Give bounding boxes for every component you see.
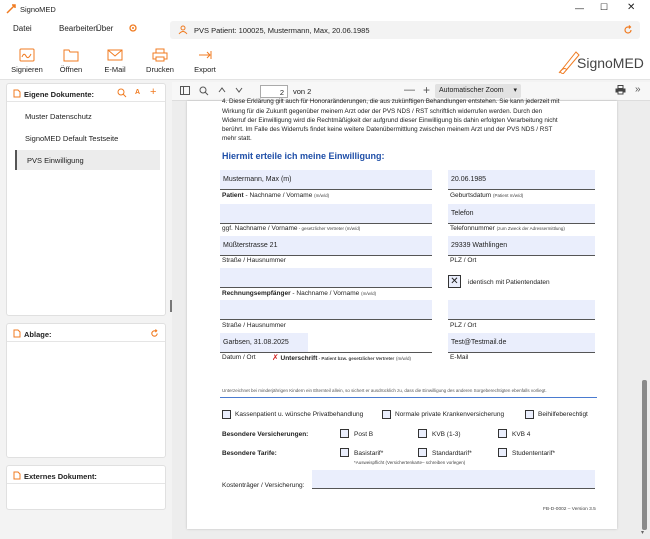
patient-label-bold: Patient [222,192,244,199]
cost-bearer-label: Kostenträger / Versicherung: [222,482,305,489]
patient-label [222,192,329,199]
label-kvb-1-3: KVB (1-3) [432,431,461,438]
storage-icon [13,329,21,340]
billing-zip-label: PLZ / Ort [450,322,477,329]
field-underline [220,319,432,320]
billing-label [222,290,376,297]
birth-date-field[interactable]: 20.06.1985 [448,170,595,189]
own-documents-panel [6,83,166,316]
zoom-select[interactable] [435,84,521,98]
open-button[interactable] [56,48,86,74]
patient-info: PVS Patient: 100025, Mustermann, Max, 20.06.1985 [194,26,370,35]
field-underline [220,287,432,288]
sign-label: Signieren [11,65,43,74]
checkbox-kvb-4[interactable] [498,429,507,438]
phone-label [450,225,565,232]
patient-person-icon [178,25,188,37]
open-icon [63,48,79,62]
chevron-down-icon: ▾ [513,87,517,94]
logo-text: SignoMED [577,55,644,71]
field-underline [448,189,595,190]
field-underline [448,255,595,256]
signature-label [272,353,411,362]
guardian-label [222,225,360,232]
refresh-patient-icon[interactable] [623,25,633,37]
guardian-label-small: - gesetzlicher Vertreter (m/w/d) [297,226,361,231]
sign-icon [19,48,35,62]
field-underline [312,488,595,489]
print-button[interactable] [145,48,175,74]
external-doc-icon [13,471,21,482]
main-toolbar [0,42,650,80]
zoom-select-value: Automatischer Zoom [439,87,504,94]
zoom-in-icon[interactable]: + [423,83,431,97]
field-underline [220,255,432,256]
external-document-panel [6,465,166,510]
previous-page-icon[interactable] [217,85,227,97]
menu-ueber[interactable]: Über [96,24,114,33]
birth-label-small: (Patient m/w/d) [493,193,524,198]
close-button[interactable]: ✕ [627,2,636,13]
search-icon[interactable] [117,88,127,100]
app-icon [6,4,16,16]
street-field[interactable]: Müßterstrasse 21 [220,236,432,255]
guardian-name-field[interactable] [220,204,432,223]
pdf-page [187,98,617,529]
birth-date-label [450,192,523,199]
own-documents-title: Eigene Dokumente: [24,90,95,99]
checkbox-kassenpatient[interactable] [222,410,231,419]
refresh-storage-icon[interactable] [150,329,159,340]
title-bar [0,0,650,18]
label-standardtarif: Standardtarif* [432,450,472,457]
menu-datei[interactable]: Datei [13,24,32,33]
minor-note: Unterzeichnet bei minderjährigen Kindern ein Elternteil allein, so sichert er ausdrücklich zu, dass die Einwilligung des anderen Sorgeberechtigten ebenfalls vorliegt. [222,388,547,393]
zoom-out-icon[interactable]: — [404,84,415,96]
zip-city-field[interactable]: 29339 Wathlingen [448,236,595,255]
label-basistarif: Basistarif* [354,450,384,457]
billing-label-rest: - Nachname / Vorname [290,290,360,297]
window-title: SignoMED [20,5,56,14]
document-icon [13,89,21,100]
field-underline [220,189,432,190]
note-underline [220,397,597,398]
sign-button[interactable] [10,48,44,74]
intro-line-4: berührt. Im Falle des Widerrufs findet keine weitere Datenübermittlung zwischen meinem Arzt und der PVS NDS / RST [222,126,553,133]
signature-label-small: - Patient bzw. gesetzlicher Vertreter [317,356,395,361]
birth-label-text: Geburtsdatum [450,192,492,199]
external-document-title: Externes Dokument: [24,472,97,481]
phone-field[interactable]: Telefon [448,204,595,223]
viewer-scrollbar[interactable] [642,380,647,530]
label-private-insurance: Normale private Krankenversicherung [395,411,505,418]
panel-divider [7,101,165,102]
panel-divider [7,341,165,342]
document-item-testseite[interactable]: SignoMED Default Testseite [25,134,119,143]
print-label: Drucken [146,65,174,74]
email-label: E-Mail [104,65,126,74]
guardian-label-text: ggf. Nachname / Vorname [222,225,298,232]
field-underline [448,319,595,320]
intro-line-3: Widerruf der Einwilligung wird die Rechtmäßigkeit der aufgrund dieser Einwilligung bis dahin erfolgten Verarbeitung nicht [222,117,558,124]
export-icon [197,48,213,62]
cost-bearer-field[interactable] [312,470,595,488]
open-label: Öffnen [59,65,83,74]
export-button[interactable] [190,48,220,74]
more-tools-icon[interactable]: » [635,84,641,95]
signature-field[interactable] [308,333,432,352]
checkbox-check-icon: ✕ [450,276,459,287]
label-kassenpatient: Kassenpatient u. wünsche Privatbehandlung [235,411,364,418]
phone-label-small: (zum Zweck der Adressermittlung) [496,226,565,231]
patient-bar [170,21,640,39]
label-beihilfe: Beihilfeberechtigt [538,411,588,418]
checkbox-basistarif[interactable] [340,448,349,457]
label-post-b: Post B [354,431,374,438]
billing-label-bold: Rechnungsempfänger [222,290,291,297]
checkbox-beihilfe[interactable] [525,410,534,419]
checkbox-post-b[interactable] [340,429,349,438]
sort-icon[interactable]: A [135,89,141,96]
email-icon [107,48,123,62]
add-icon[interactable]: + [150,86,157,98]
settings-gear-icon[interactable] [128,23,138,35]
patient-label-rest: - Nachname / Vorname [243,192,313,199]
consent-heading: Hiermit erteile ich meine Einwilligung: [222,151,385,161]
label-studententarif: Studententarif* [512,450,556,457]
page-total: von 2 [293,87,312,96]
checkbox-standardtarif[interactable] [418,448,427,457]
storage-title: Ablage: [24,330,52,339]
panel-divider [7,483,165,484]
form-version: FB-D-0002 – Version 3.5 [543,507,596,512]
email-field[interactable]: Test@Testmail.de [448,333,595,352]
street-label: Straße / Hausnummer [222,257,286,264]
next-page-icon[interactable] [234,85,244,97]
billing-street-field[interactable] [220,300,432,319]
search-doc-icon[interactable] [199,86,209,98]
export-label: Export [194,65,216,74]
mwd-hint: (m/w/d) [396,356,412,361]
mwd-hint: (m/w/d) [314,193,330,198]
storage-panel [6,323,166,458]
minimize-button[interactable]: — [575,3,584,13]
maximize-button[interactable]: ☐ [600,2,609,12]
print-doc-icon[interactable] [615,85,626,97]
email-button[interactable] [100,48,130,74]
signature-mark-icon: ✗ [272,353,279,362]
zip-city-label: PLZ / Ort [450,257,477,264]
mwd-hint: (m/w/d) [361,291,377,296]
label-kvb-4: KVB 4 [512,431,531,438]
sidebar-toggle-icon[interactable] [180,86,190,97]
special-tariffs-label: Besondere Tarife: [222,450,277,457]
patient-name-field[interactable]: Mustermann, Max (m) [220,170,432,189]
field-underline [448,223,595,224]
billing-street-label: Straße / Hausnummer [222,322,286,329]
tariff-note: *Ausweispflicht (Versichertenkarte– schreiben vorlegen) [354,460,466,465]
scroll-down-icon[interactable]: ▾ [641,530,645,536]
document-item-datenschutz[interactable]: Muster Datenschutz [25,112,92,121]
phone-label-text: Telefonnummer [450,225,495,232]
identical-checkbox[interactable] [448,275,461,288]
intro-line-1: 4. Diese Erklärung gilt auch für Honoraränderungen, die aus zukünftigen Behandlungen entstehen. Sie kann jederzeit mit [222,98,560,105]
billing-zip-field[interactable] [448,300,595,319]
date-place-label: Datum / Ort [222,354,256,361]
special-insurances-label: Besondere Versicherungen: [222,431,309,438]
checkbox-private-insurance[interactable] [382,410,391,419]
billing-name-field[interactable] [220,268,432,287]
identical-label: identisch mit Patientendaten [468,279,550,286]
print-icon [152,48,168,62]
intro-line-2: Wirkung für die Zukunft gegenüber meinem Arzt oder der PVS NDS / RST schriftlich widerrufen werden. Durch den [222,108,543,115]
intro-line-5: mehr statt. [222,135,252,142]
email-label: E-Mail [450,354,469,361]
page-number-input[interactable]: 2 [260,85,288,98]
signature-label-bold: Unterschrift [280,355,318,362]
checkbox-studententarif[interactable] [498,448,507,457]
checkbox-kvb-1-3[interactable] [418,429,427,438]
field-underline [448,352,595,353]
date-place-field[interactable]: Garbsen, 31.08.2025 [220,333,308,352]
field-underline [220,223,432,224]
menu-bearbeiten[interactable]: Bearbeiten [59,24,98,33]
document-item-pvs-einwilligung[interactable]: PVS Einwilligung [15,150,160,170]
